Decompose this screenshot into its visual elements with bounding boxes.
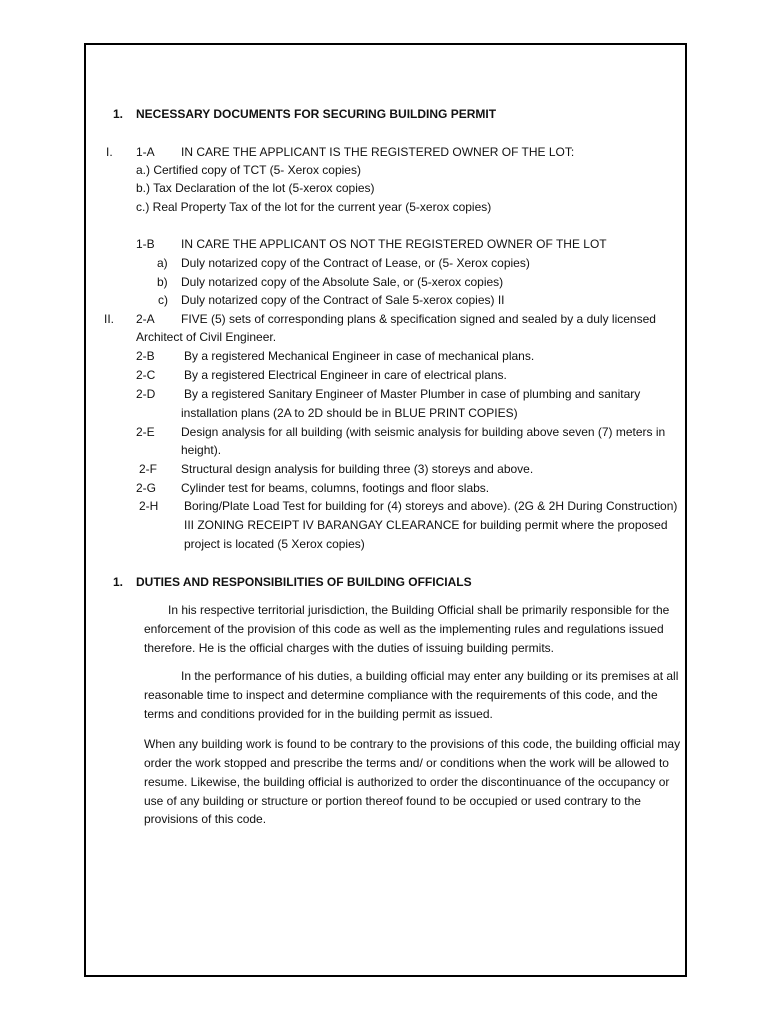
item-2b-code: 2-B — [136, 349, 155, 363]
section1-number: 1. — [113, 107, 124, 121]
paragraph-line: terms and conditions provided for in the building permit as issued. — [144, 707, 493, 721]
list-item-letter: b) — [157, 275, 168, 289]
list-item: Duly notarized copy of the Contract of Sale 5-xerox copies) II — [181, 293, 505, 307]
paragraph-line: resume. Likewise, the building official is authorized to order the discontinuance of the occupancy or — [144, 775, 670, 789]
paragraph-line: When any building work is found to be contrary to the provisions of this code, the building official may — [144, 737, 681, 751]
paragraph-line: In his respective territorial jurisdiction, the Building Official shall be primarily responsible for the — [168, 603, 670, 617]
item-2h-text: Boring/Plate Load Test for building for (4) storeys and above). (2G & 2H During Construction) — [184, 499, 678, 513]
paragraph-line: therefore. He is the official charges with the duties of issuing building permits. — [144, 641, 554, 655]
zoning-clearance-line: III ZONING RECEIPT IV BARANGAY CLEARANCE for building permit where the proposed — [184, 518, 668, 532]
paragraph-line: In the performance of his duties, a building official may enter any building or its premises at all — [181, 669, 679, 683]
item-1b-code: 1-B — [136, 237, 155, 251]
item-2e-text: Design analysis for all building (with seismic analysis for building above seven (7) meters in — [181, 425, 666, 439]
list-item: Duly notarized copy of the Contract of Lease, or (5- Xerox copies) — [181, 256, 530, 270]
item-1a-code: 1-A — [136, 145, 155, 159]
paragraph-line: order the work stopped and prescribe the terms and/ or conditions when the work will be allowed to — [144, 756, 669, 770]
item-2a-text: FIVE (5) sets of corresponding plans & specification signed and sealed by a duly licensed — [181, 312, 656, 326]
section2-number: 1. — [113, 575, 124, 589]
item-2d-text-cont: installation plans (2A to 2D should be in BLUE PRINT COPIES) — [181, 406, 518, 420]
item-2c-text: By a registered Electrical Engineer in care of electrical plans. — [184, 368, 507, 382]
item-2g-code: 2-G — [136, 481, 157, 495]
item-1b-title: IN CARE THE APPLICANT OS NOT THE REGISTERED OWNER OF THE LOT — [181, 237, 607, 251]
item-2a-text-cont: Architect of Civil Engineer. — [136, 330, 277, 344]
section2-title: DUTIES AND RESPONSIBILITIES OF BUILDING OFFICIALS — [136, 575, 472, 589]
item-2e-code: 2-E — [136, 425, 155, 439]
item-2e-text-cont: height). — [181, 443, 222, 457]
item-2d-code: 2-D — [136, 387, 156, 401]
item-2a-code: 2-A — [136, 312, 155, 326]
list-item: a.) Certified copy of TCT (5- Xerox copies) — [136, 163, 361, 177]
paragraph-line: use of any building or structure or portion thereof found to be occupied or used contrary to the — [144, 794, 641, 808]
list-item: c.) Real Property Tax of the lot for the current year (5-xerox copies) — [136, 200, 492, 214]
paragraph-line: provisions of this code. — [144, 812, 267, 826]
roman-numeral-ii: II. — [104, 312, 115, 326]
item-2f-text: Structural design analysis for building three (3) storeys and above. — [181, 462, 534, 476]
item-2f-code: 2-F — [139, 462, 157, 476]
list-item-letter: c) — [158, 293, 168, 307]
list-item: Duly notarized copy of the Absolute Sale, or (5-xerox copies) — [181, 275, 504, 289]
zoning-clearance-line-cont: project is located (5 Xerox copies) — [184, 537, 365, 551]
section1-title: NECESSARY DOCUMENTS FOR SECURING BUILDING PERMIT — [136, 107, 497, 121]
item-2b-text: By a registered Mechanical Engineer in case of mechanical plans. — [184, 349, 535, 363]
item-1a-title: IN CARE THE APPLICANT IS THE REGISTERED OWNER OF THE LOT: — [181, 145, 575, 159]
item-2d-text: By a registered Sanitary Engineer of Master Plumber in case of plumbing and sanitary — [184, 387, 641, 401]
item-2c-code: 2-C — [136, 368, 156, 382]
item-2h-code: 2-H — [139, 499, 159, 513]
item-2g-text: Cylinder test for beams, columns, footings and floor slabs. — [181, 481, 490, 495]
list-item-letter: a) — [157, 256, 168, 270]
paragraph-line: enforcement of the provision of this code as well as the implementing rules and regulations issued — [144, 622, 664, 636]
paragraph-line: reasonable time to inspect and determine compliance with the requirements of this code, and the — [144, 688, 658, 702]
list-item: b.) Tax Declaration of the lot (5-xerox copies) — [136, 181, 375, 195]
roman-numeral-i: I. — [106, 145, 113, 159]
